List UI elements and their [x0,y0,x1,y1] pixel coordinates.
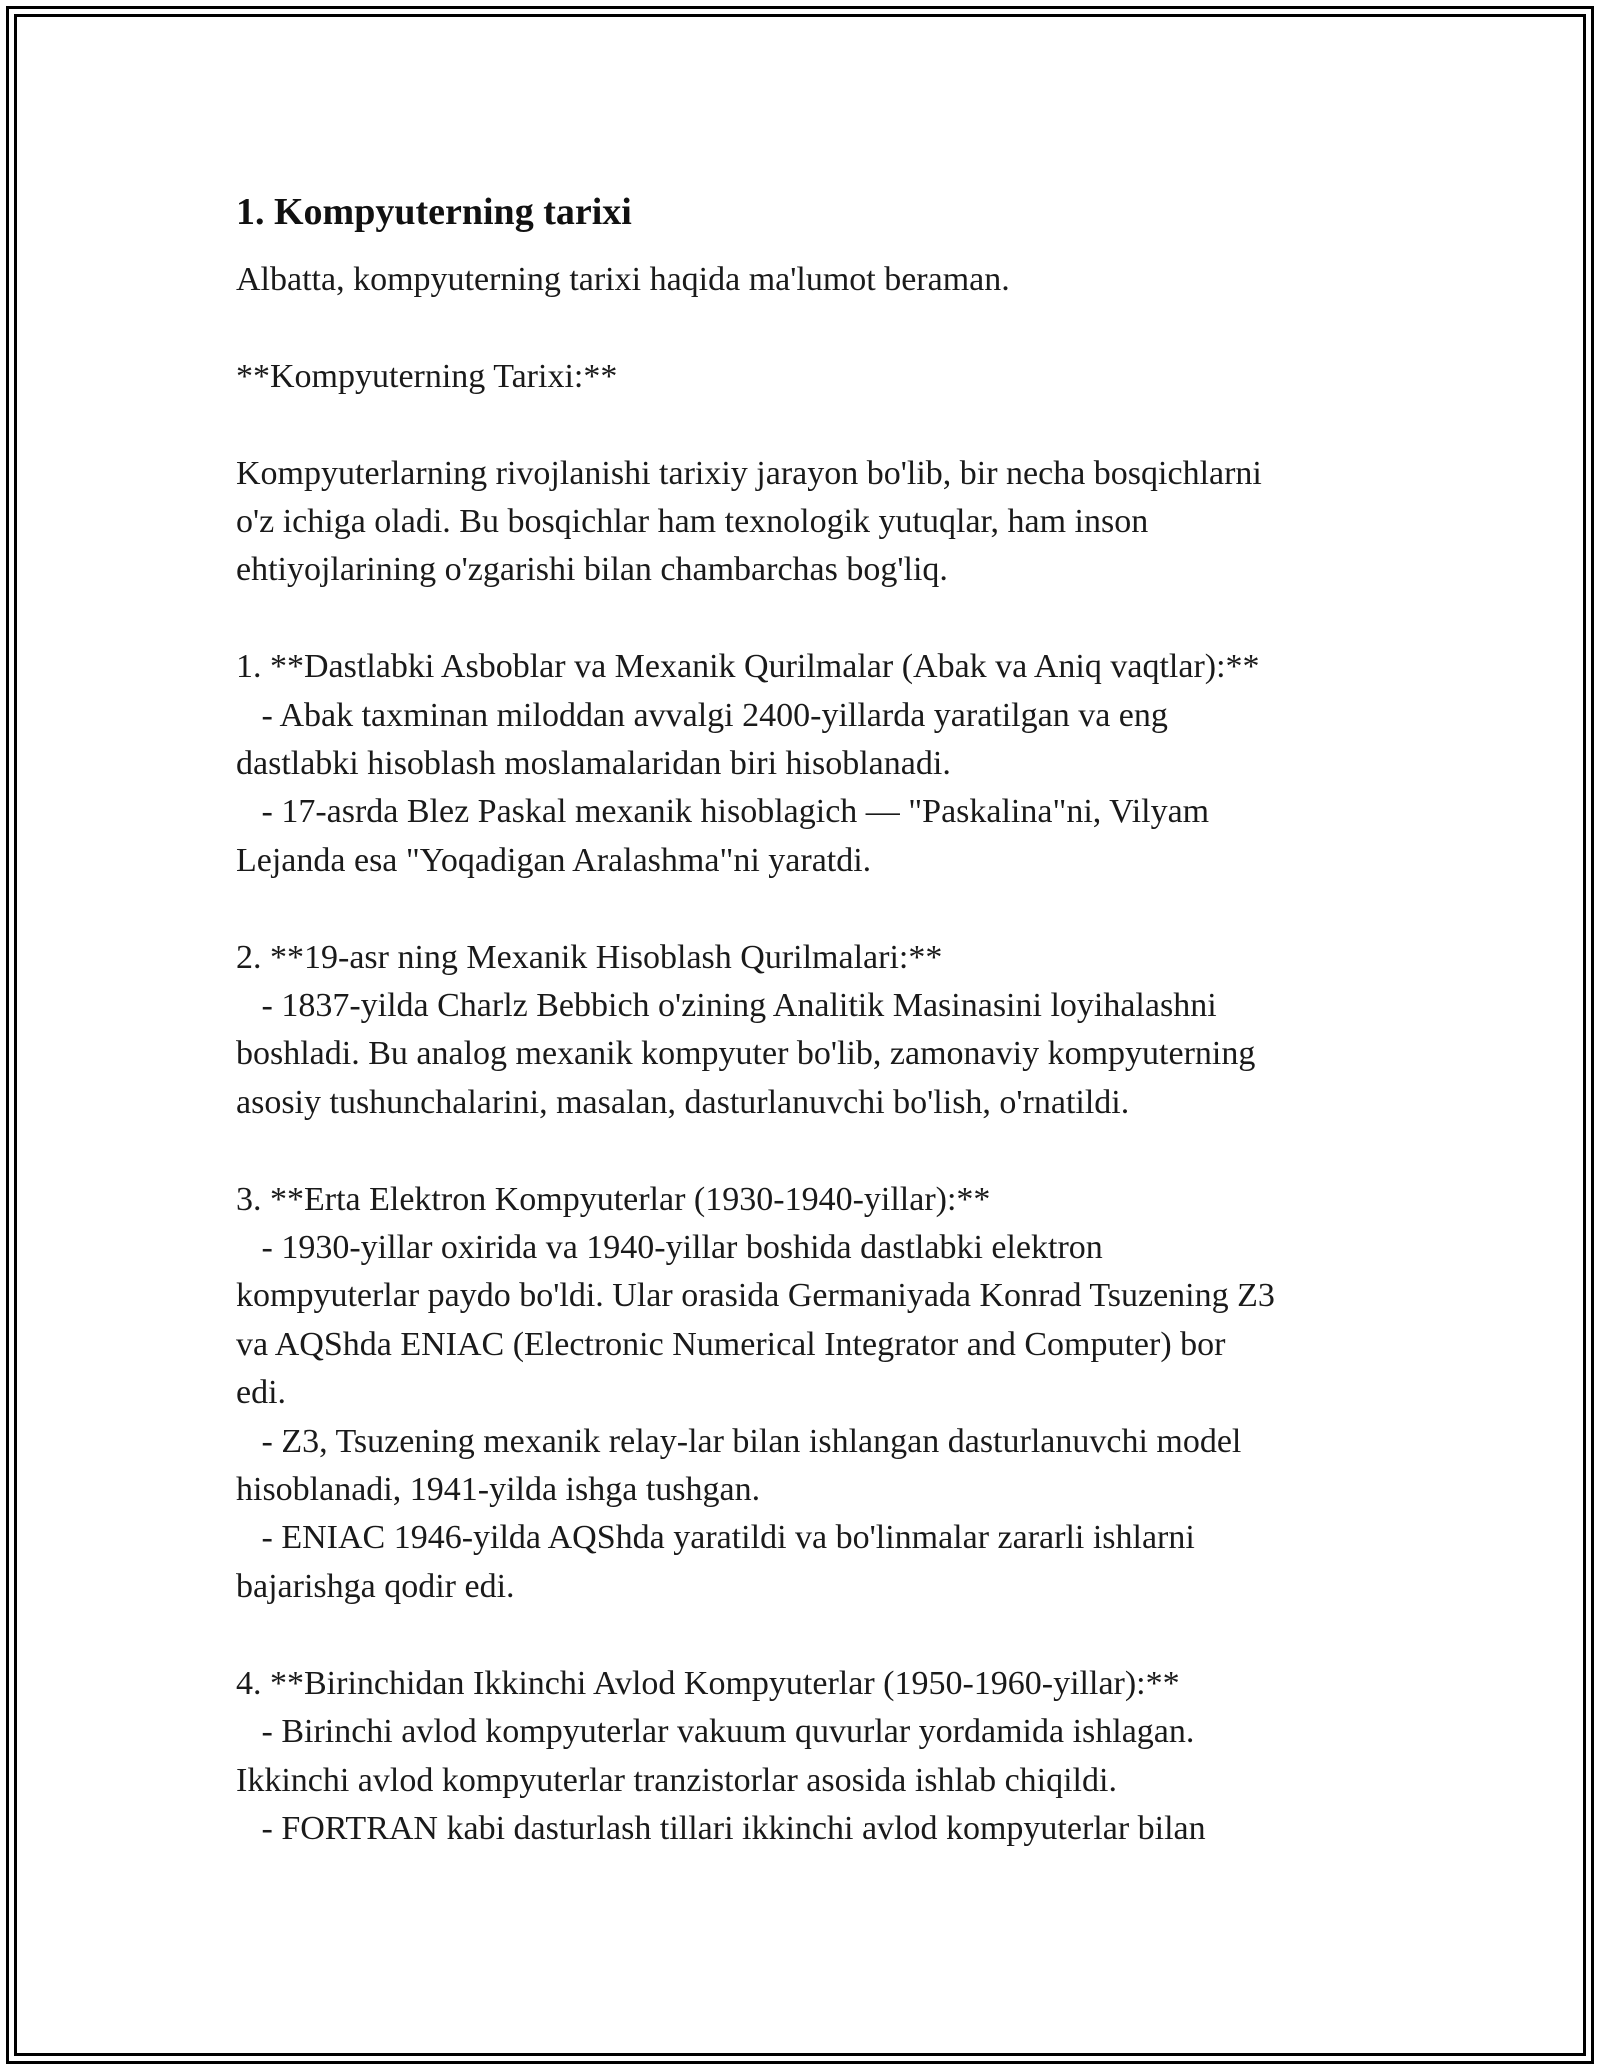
text-line: asosiy tushunchalarini, masalan, dasturlanuvchi bo'lish, o'rnatildi. [236,1083,1130,1121]
document-body [236,188,1386,1853]
text-line: va AQShda ENIAC (Electronic Numerical Integrator and Computer) bor [236,1325,1226,1363]
text-line: Albatta, kompyuterning tarixi haqida ma'lumot beraman. [236,261,1010,298]
blank-line [236,401,1386,449]
text-line: Lejanda esa "Yoqadigan Aralashma"ni yaratdi. [236,841,872,879]
blank-line [236,595,1386,643]
blank-line [236,1127,1386,1175]
text-line: - 1930-yillar oxirida va 1940-yillar boshida dastlabki elektron [236,1229,1103,1267]
text-line: 3. **Erta Elektron Kompyuterlar (1930-1940-yillar):** [236,1180,991,1218]
text-line: edi. [236,1374,287,1412]
blank-line [236,1611,1386,1659]
document-text [236,256,1386,1853]
blank-line [236,885,1386,933]
text-line: - 17-asrda Blez Paskal mexanik hisoblagich — "Paskalina"ni, Vilyam [236,793,1210,831]
blank-line [236,304,1386,352]
text-line: 2. **19-asr ning Mexanik Hisoblash Qurilmalari:** [236,938,943,976]
text-line: boshladi. Bu analog mexanik kompyuter bo'lib, zamonaviy kompyuterning [236,1035,1256,1073]
text-line: Ikkinchi avlod kompyuterlar tranzistorlar asosida ishlab chiqildi. [236,1761,1117,1799]
text-line: dastlabki hisoblash moslamalaridan biri hisoblanadi. [236,745,951,783]
text-line: - Birinchi avlod kompyuterlar vakuum quvurlar yordamida ishlagan. [236,1713,1195,1751]
text-line: - 1837-yilda Charlz Bebbich o'zining Analitik Masinasini loyihalashni [236,987,1217,1025]
text-line: - Z3, Tsuzening mexanik relay-lar bilan ishlangan dasturlanuvchi model [236,1422,1242,1460]
text-line: - Abak taxminan miloddan avvalgi 2400-yillarda yaratilgan va eng [236,696,1168,734]
document-title: 1. Kompyuterning tarixi [236,191,632,233]
text-line: **Kompyuterning Tarixi:** [236,357,618,395]
text-line: - FORTRAN kabi dasturlash tillari ikkinchi avlod kompyuterlar bilan [236,1809,1206,1847]
text-line: 1. **Dastlabki Asboblar va Mexanik Qurilmalar (Abak va Aniq vaqtlar):** [236,648,1260,686]
text-line: hisoblanadi, 1941-yilda ishga tushgan. [236,1471,761,1509]
text-line: ehtiyojlarining o'zgarishi bilan chambarchas bog'liq. [236,551,948,589]
text-line: kompyuterlar paydo bo'ldi. Ular orasida Germaniyada Konrad Tsuzening Z3 [236,1277,1275,1315]
text-line: - ENIAC 1946-yilda AQShda yaratildi va bo'linmalar zararli ishlarni [236,1519,1195,1557]
text-line: o'z ichiga oladi. Bu bosqichlar ham texnologik yutuqlar, ham inson [236,503,1149,540]
text-line: Kompyuterlarning rivojlanishi tarixiy jarayon bo'lib, bir necha bosqichlarni [236,454,1262,492]
text-line: bajarishga qodir edi. [236,1567,515,1605]
text-line: 4. **Birinchidan Ikkinchi Avlod Kompyuterlar (1950-1960-yillar):** [236,1664,1180,1702]
